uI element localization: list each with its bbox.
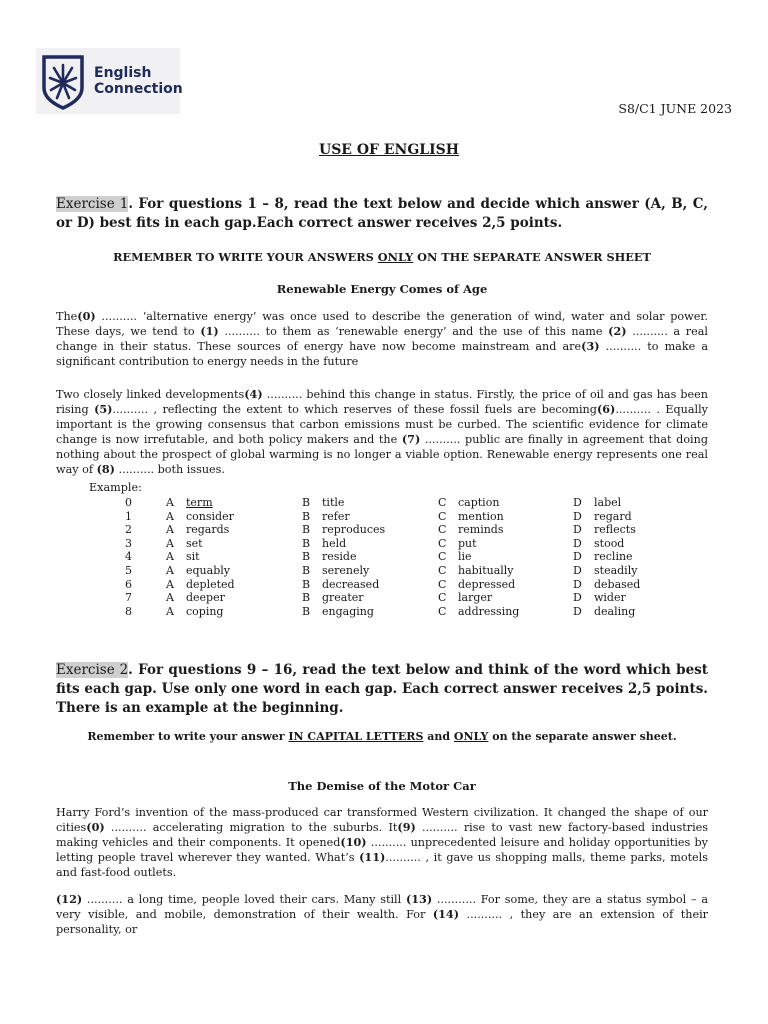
exercise-1-reminder (56, 250, 708, 264)
option-word: addressing (458, 604, 520, 618)
option-letter: C (438, 523, 447, 537)
option-word: sit (186, 550, 200, 564)
reminder-emphasis: ONLY (453, 730, 489, 743)
option-word: deeper (186, 591, 225, 605)
option-word: larger (458, 591, 493, 605)
paragraph-text: .......... , reflecting the extent to which reserves of these fossil fuels are becoming (112, 403, 597, 416)
reminder-text: REMEMBER TO WRITE YOUR ANSWERS (113, 250, 378, 264)
gap-number: (4) (244, 387, 263, 401)
logo (36, 48, 183, 114)
option-letter: D (573, 509, 582, 523)
option-word: caption (458, 496, 500, 509)
paragraph-text: .......... a real change in their status. These sources of energy have now become mainstream and are (56, 325, 708, 353)
option-word: reminds (458, 523, 504, 537)
gap-number: (14) (432, 907, 460, 921)
option-word: refer (322, 509, 350, 523)
option-letter: A (166, 604, 174, 618)
exercise-1-paragraph-1 (56, 309, 708, 369)
option-letter: A (166, 509, 174, 523)
paragraph-text: .......... to make a significant contribution to energy needs in the future (56, 340, 708, 368)
option-letter: D (573, 604, 582, 618)
option-word: held (322, 536, 347, 550)
paragraph-text: .......... to them as ‘renewable energy’ and the use of this name (218, 325, 609, 338)
option-letter: B (302, 577, 311, 591)
option-letter: C (438, 509, 447, 523)
option-letter: D (573, 564, 582, 577)
gap-number: (1) (200, 324, 219, 338)
paragraph-text: .......... . Equally important is the growing consensus that carbon emissions must be curbed. The scientific evidence for climate change is now irrefutable, and both policy makers and the (56, 403, 708, 446)
paragraph-text: .......... behind this change in status. Firstly, the price of oil and gas has been rising (56, 388, 708, 416)
option-letter: A (166, 523, 174, 537)
gap-number: (8) (96, 462, 115, 476)
option-row-number: 2 (125, 523, 132, 537)
option-word: regards (186, 523, 230, 537)
gap-number: (6) (596, 402, 616, 416)
brand-line-1: English (94, 65, 152, 81)
shield-logo-icon (41, 54, 85, 110)
paragraph-text: .......... ‘alternative energy’ was once used to describe the generation of wind, water and solar power. These days, we tend to (56, 310, 708, 338)
option-letter: C (438, 536, 447, 550)
option-word: reflects (594, 523, 636, 537)
option-letter: D (573, 536, 582, 550)
option-row-number: 7 (125, 591, 132, 605)
option-letter: C (438, 564, 447, 577)
gap-number: (3) (581, 339, 600, 353)
paragraph-text: .......... accelerating migration to the suburbs. It (104, 821, 398, 834)
option-letter: B (302, 523, 311, 537)
paragraph-text: .......... unprecedented leisure and holiday opportunities by letting people travel wherever they wanted. What’s (56, 836, 709, 864)
option-letter: A (166, 536, 174, 550)
gap-number: (0) (77, 309, 96, 323)
paragraph-text: Harry Ford’s invention of the mass-produced car transformed Western civilization. It changed the shape of our cities (56, 806, 708, 834)
exercise-1-label: Exercise 1 (56, 196, 129, 212)
option-letter: B (302, 509, 311, 523)
option-letter: D (573, 577, 582, 591)
option-row-number: 8 (125, 604, 132, 618)
option-word: title (322, 496, 345, 509)
reminder-text: and (423, 730, 454, 743)
exercise-2-label: Exercise 2 (56, 662, 129, 678)
option-word: set (186, 536, 203, 550)
option-word: term (186, 496, 213, 509)
option-word: depleted (186, 577, 235, 591)
paragraph-text: Two closely linked developments (56, 388, 245, 401)
option-letter: A (166, 564, 174, 577)
gap-number: (12) (56, 892, 83, 906)
option-letter: D (573, 523, 582, 537)
paragraph-text: ........... For some, they are a status symbol – a very visible, and mobile, demonstration of their wealth. For (56, 893, 708, 921)
gap-number: (7) (401, 432, 421, 446)
brand-line-2: Connection (94, 81, 183, 97)
option-letter: B (302, 536, 311, 550)
option-word: mention (458, 509, 504, 523)
option-row-number: 0 (125, 496, 132, 509)
option-letter: C (438, 591, 447, 605)
option-letter: A (166, 591, 174, 605)
exercise-1-paragraph-2 (56, 387, 708, 477)
option-word: label (594, 496, 622, 509)
gap-number: (5) (94, 402, 113, 416)
gap-number: (11) (359, 850, 386, 864)
gap-number: (10) (340, 835, 367, 849)
brand-name (94, 65, 183, 97)
reminder-text: Remember to write your answer (87, 730, 289, 743)
option-letter: B (302, 550, 311, 564)
option-letter: D (573, 496, 582, 509)
option-word: regard (594, 509, 632, 523)
option-word: consider (186, 509, 234, 523)
paragraph-text: .......... both issues. (114, 463, 225, 476)
option-word: greater (322, 591, 364, 605)
paragraph-text: .......... , it gave us shopping malls, theme parks, motels and fast-food outlets. (56, 851, 709, 879)
reminder-emphasis: IN CAPITAL LETTERS (288, 730, 424, 743)
option-row-number: 1 (125, 509, 132, 523)
gap-number: (2) (608, 324, 627, 338)
option-word: dealing (594, 604, 636, 618)
paragraph-text: .......... public are finally in agreement that doing nothing about the prospect of global warming is no longer a viable option. Renewable energy represents one real way of (56, 433, 708, 476)
option-word: recline (594, 550, 633, 564)
option-letter: C (438, 604, 447, 618)
option-letter: C (438, 577, 447, 591)
paragraph-text: The (56, 310, 78, 323)
option-word: depressed (458, 577, 516, 591)
reminder-text: ON THE SEPARATE ANSWER SHEET (413, 250, 651, 264)
option-word: lie (458, 550, 472, 564)
page-title: USE OF ENGLISH (318, 142, 460, 158)
option-word: debased (594, 577, 641, 591)
option-letter: B (302, 591, 311, 605)
paragraph-text: .......... a long time, people loved their cars. Many still (82, 893, 406, 906)
option-row-number: 5 (125, 564, 132, 577)
exercise-2-text-title: The Demise of the Motor Car (288, 779, 476, 793)
paragraph-text: .......... , they are an extension of their personality, or (56, 908, 708, 936)
option-word: reproduces (322, 523, 386, 537)
exercise-2-paragraph-2 (56, 892, 708, 937)
exercise-2-reminder (56, 730, 708, 743)
exercise-2-instruction (56, 661, 708, 718)
exercise-1-instruction-text: . For questions 1 – 8, read the text below and decide which answer (A, B, C, or D) best fits in each gap.Each correct answer receives 2,5 points. (56, 196, 708, 231)
option-word: put (458, 536, 477, 550)
option-row-number: 4 (125, 550, 132, 564)
option-word: reside (322, 550, 357, 564)
example-label: Example: (89, 481, 142, 494)
reminder-emphasis: ONLY (377, 250, 414, 264)
gap-number: (9) (397, 820, 416, 834)
gap-number: (13) (405, 892, 433, 906)
option-letter: A (166, 577, 174, 591)
option-letter: B (302, 564, 311, 577)
option-row-number: 3 (125, 536, 132, 550)
option-letter: B (302, 604, 311, 618)
option-letter: C (438, 496, 447, 509)
option-letter: C (438, 550, 447, 564)
option-word: habitually (458, 564, 514, 577)
option-word: serenely (322, 564, 370, 577)
option-word: coping (186, 604, 224, 618)
option-letter: A (166, 550, 174, 564)
exercise-1-text-title: Renewable Energy Comes of Age (276, 282, 488, 296)
gap-number: (0) (86, 820, 105, 834)
exercise-2-paragraph-1 (56, 805, 708, 880)
exercise-1-instruction (56, 195, 708, 233)
option-row-number: 6 (125, 577, 132, 591)
exam-code: S8/C1 JUNE 2023 (618, 101, 732, 116)
option-word: stood (594, 536, 625, 550)
exercise-2-instruction-text: . For questions 9 – 16, read the text below and think of the word which best fits each gap. Use only one word in each gap. Each correct answer receives 2,5 points. There is an example at the beginning. (56, 662, 708, 716)
option-word: wider (594, 591, 626, 605)
option-word: equably (186, 564, 230, 577)
option-letter: B (302, 496, 311, 509)
paragraph-text: .......... rise to vast new factory-based industries making vehicles and their components. It opened (56, 821, 709, 849)
option-word: steadily (594, 564, 638, 577)
reminder-text: on the separate answer sheet. (488, 730, 677, 743)
option-letter: A (166, 496, 174, 509)
option-word: engaging (322, 604, 374, 618)
option-letter: D (573, 591, 582, 605)
option-word: decreased (322, 577, 380, 591)
option-letter: D (573, 550, 582, 564)
